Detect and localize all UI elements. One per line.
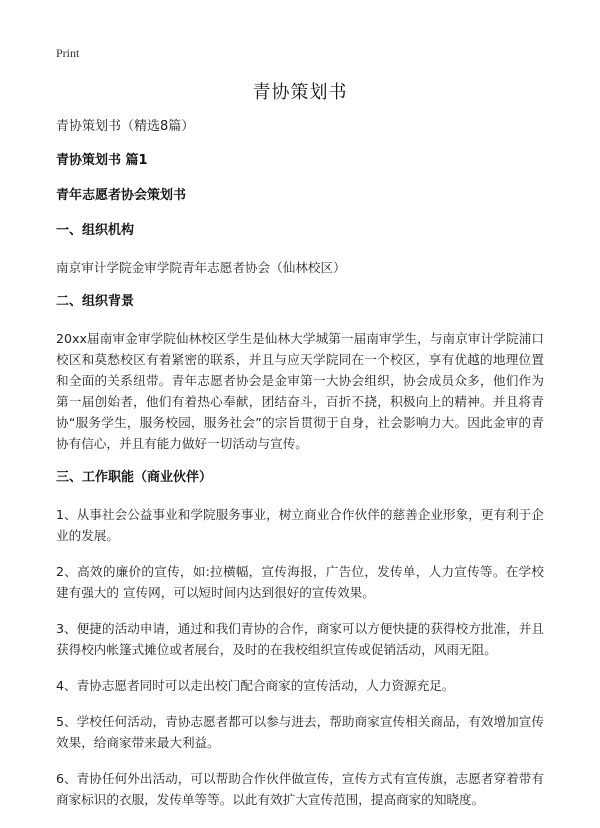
list-item: 1、从事社会公益事业和学院服务事业，树立商业合作伙伴的慈善企业形象，更有利于企业的发展。	[56, 507, 544, 543]
print-link[interactable]: Print	[56, 46, 80, 60]
part-heading: 青协策划书 篇1	[56, 153, 148, 168]
section-text-background: 20xx届南审金审学院仙林校区学生是仙林大学城第一届南审学生，与南京审计学院浦口校区和莫愁校区有着紧密的联系，并且与应天学院同在一个校区，享有优越的地理位置和全面的关系纽带。青年志愿者协会是金审第一大协会组织，协会成员众多，他们作为第一届创始者，他们有着热心奉献，团结奋斗，百折不挠，积极向上的精神。并且将青协“服务学生，服务校园，服务社会”的宗旨贯彻于自身，社会影响力大。因此金审的青协有信心，并且有能力做好一切活动与宣传。	[56, 331, 544, 451]
section-heading-background: 二、组织背景	[56, 294, 135, 309]
document-title: 青协策划书	[252, 82, 348, 103]
list-item: 5、学校任何活动，青协志愿者都可以参与进去，帮助商家宣传相关商品，有效增加宣传效果，给商家带来最大利益。	[56, 714, 544, 750]
section-heading-organization: 一、组织机构	[56, 223, 135, 238]
list-item: 2、高效的廉价的宣传，如:拉横幅，宣传海报，广告位，发传单，人力宣传等。在学校建有强大的 宣传网，可以短时间内达到很好的宣传效果。	[56, 564, 544, 600]
document-body	[56, 118, 544, 825]
section-heading-functions: 三、工作职能（商业伙伴）	[56, 470, 213, 485]
list-item: 3、便捷的活动申请，通过和我们青协的合作，商家可以方便快捷的获得校方批准，并且获得校内帐篷式摊位或者展台，及时的在我校组织宣传或促销活动，风雨无阻。	[56, 621, 544, 657]
list-item: 4、青协志愿者同时可以走出校门配合商家的宣传活动，人力资源充足。	[56, 678, 455, 693]
main-heading: 青年志愿者协会策划书	[56, 188, 187, 203]
list-item: 6、青协任何外出活动，可以帮助合作伙伴做宣传，宣传方式有宣传旗，志愿者穿着带有商家标识的衣服，发传单等等。以此有效扩大宣传范围，提高商家的知晓度。	[56, 771, 544, 807]
document-subtitle: 青协策划书（精选8篇）	[56, 119, 195, 134]
section-text-organization: 南京审计学院金审学院青年志愿者协会（仙林校区）	[56, 260, 346, 275]
